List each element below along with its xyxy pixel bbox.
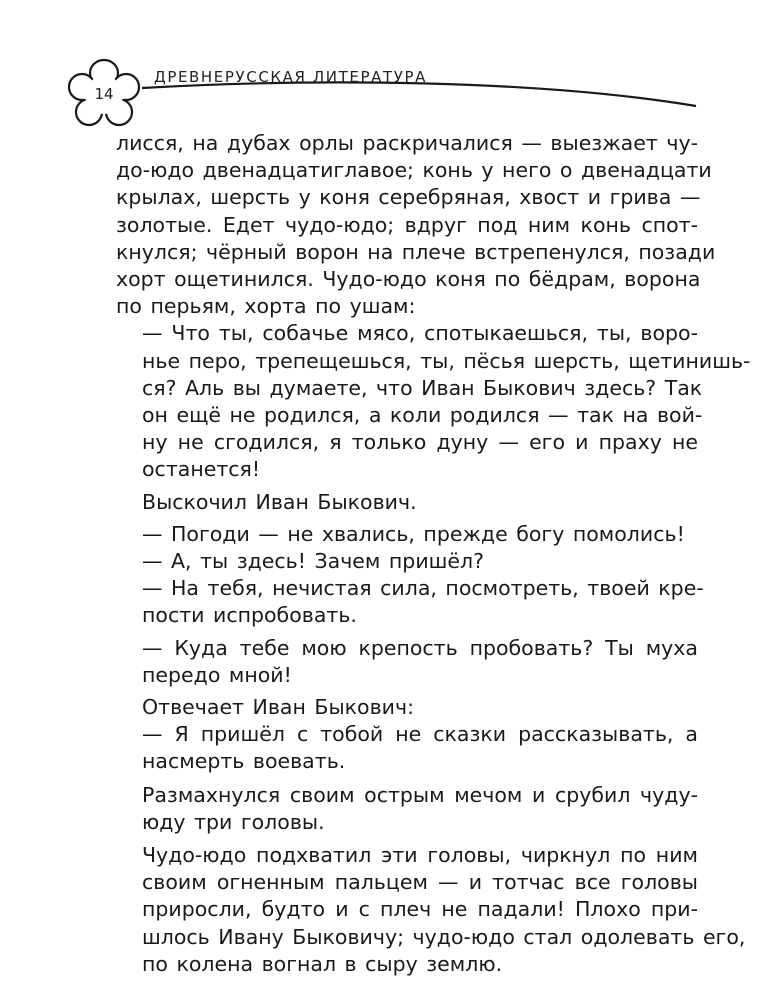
text-line: — Куда тебе мою крепость пробовать? Ты муха xyxy=(142,635,698,660)
text-line: — А, ты здесь! Зачем пришёл? xyxy=(142,549,484,574)
text-line: золотые. Едет чудо-юдо; вдруг под ним конь спот- xyxy=(116,212,698,237)
text-line: Чудо-юдо подхватил эти головы, чиркнул по ним xyxy=(142,843,698,868)
text-line: — Погоди — не хвались, прежде богу помолись! xyxy=(142,521,685,546)
text-line: пости испробовать. xyxy=(142,603,357,628)
page-number: 14 xyxy=(94,85,114,103)
text-line: он ещё не родился, а коли родился — так на вой- xyxy=(142,403,703,428)
text-line: — На тебя, нечистая сила, посмотреть, твоей кре- xyxy=(142,576,704,601)
paragraph xyxy=(116,782,698,836)
text-line: шлось Ивану Быковичу; чудо-юдо стал одолевать его, xyxy=(142,924,746,949)
text-line: хорт ощетинился. Чудо-юдо коня по бёдрам, ворона xyxy=(116,267,701,292)
text-line: своим огненным пальцем — и тотчас все головы xyxy=(142,870,698,895)
text-line: — Я пришёл с тобой не сказки рассказывать, а xyxy=(142,722,698,747)
paragraph xyxy=(116,842,746,978)
text-line: кнулся; чёрный ворон на плече встрепенулся, позади xyxy=(116,239,716,264)
paragraph xyxy=(116,521,698,548)
page-header xyxy=(0,0,760,140)
text-line: по колена вогнал в сыру землю. xyxy=(142,951,503,976)
text-line: передо мной! xyxy=(142,662,292,687)
text-line: ну не сгодился, я только дуну — его и праху не xyxy=(142,430,698,455)
text-line: лисся, на дубах орлы раскричалися — выезжает чу- xyxy=(116,131,698,155)
text-line: приросли, будто и с плеч не падали! Плохо при- xyxy=(142,897,698,922)
section-title: ДРЕВНЕРУССКАЯ ЛИТЕРАТУРА xyxy=(154,68,427,86)
text-line: насмерть воевать. xyxy=(142,749,346,774)
paragraph xyxy=(116,635,698,689)
text-line: ся? Аль вы думаете, что Иван Быкович здесь? Так xyxy=(142,375,703,400)
text-line: Отвечает Иван Быкович: xyxy=(142,695,415,720)
paragraph xyxy=(116,320,751,483)
text-line: по перьям, хорта по ушам: xyxy=(116,294,416,319)
text-line: до-юдо двенадцатиглавое; конь у него о двенадцати xyxy=(116,158,712,183)
text-line: юду три головы. xyxy=(142,809,325,834)
text-line: нье перо, трепещешься, ты, пёсья шерсть, щетинишь- xyxy=(142,348,751,373)
header-divider xyxy=(140,78,700,118)
paragraph xyxy=(116,130,716,320)
paragraph xyxy=(116,489,698,516)
text-line: Размахнулся своим острым мечом и срубил чуду- xyxy=(142,782,698,807)
paragraph xyxy=(116,548,698,575)
paragraph xyxy=(116,694,698,721)
text-line: Выскочил Иван Быкович. xyxy=(142,489,417,514)
paragraph xyxy=(116,575,704,629)
paragraph xyxy=(116,721,698,775)
story-text xyxy=(116,130,751,978)
text-line: останется! xyxy=(142,457,261,482)
text-line: крылах, шерсть у коня серебряная, хвост и грива — xyxy=(116,185,701,210)
text-line: — Что ты, собачье мясо, спотыкаешься, ты, воро- xyxy=(142,321,698,346)
